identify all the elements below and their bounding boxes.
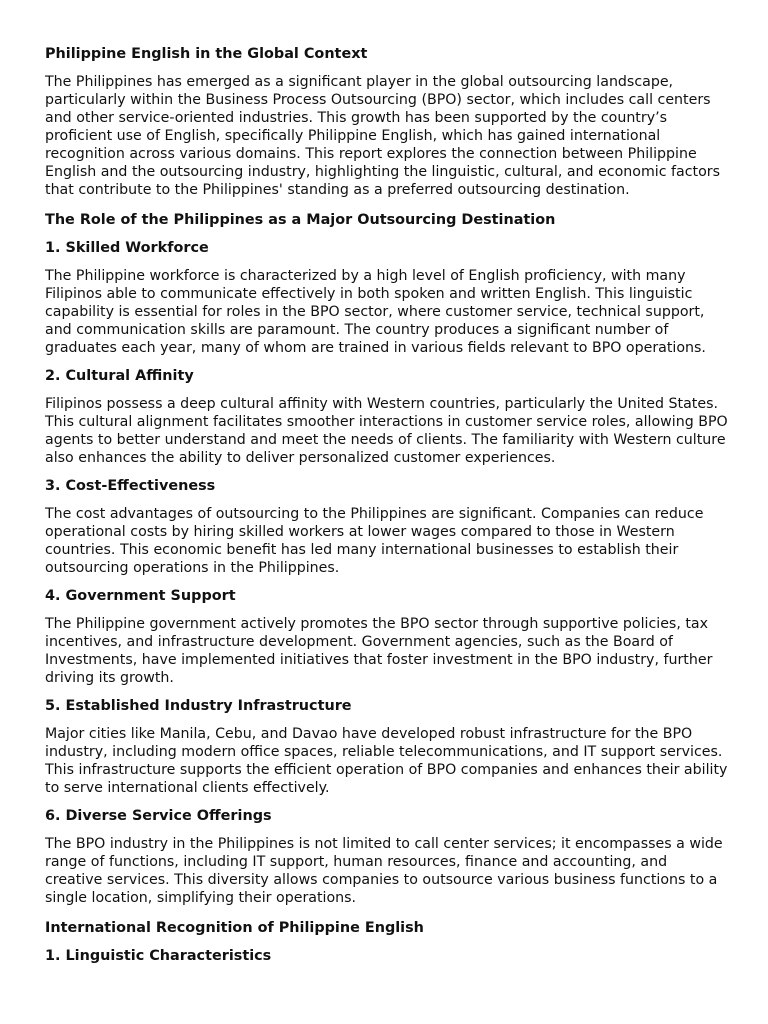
subheading-government-support: 4. Government Support [45,588,236,604]
subheading-diverse-services: 6. Diverse Service Offerings [45,808,272,824]
subheading-cultural-affinity: 2. Cultural Affinity [45,368,194,384]
paragraph-cultural-affinity: Filipinos possess a deep cultural affinity with Western countries, particularly the United States. This cultural alignment facilitates smoother interactions in customer service roles, allowing BPO agents to better understand and meet the needs of clients. The familiarity with Western culture also enhances the ability to deliver personalized customer experiences. [45,396,728,466]
subheading-cost-effectiveness: 3. Cost-Effectiveness [45,478,216,494]
section-heading-outsourcing-destination: The Role of the Philippines as a Major Outsourcing Destination [45,212,556,228]
paragraph-diverse-services: The BPO industry in the Philippines is not limited to call center services; it encompasses a wide range of functions, including IT support, human resources, finance and accounting, and creative services. This diversity allows companies to outsource various business functions to a single location, simplifying their operations. [45,836,723,906]
intro-paragraph: The Philippines has emerged as a significant player in the global outsourcing landscape, particularly within the Business Process Outsourcing (BPO) sector, which includes call centers and other service-oriented industries. This growth has been supported by the country’s proficient use of English, specifically Philippine English, which has gained international recognition across various domains. This report explores the connection between Philippine English and the outsourcing industry, highlighting the linguistic, cultural, and economic factors that contribute to the Philippines' standing as a preferred outsourcing destination. [45,74,720,198]
paragraph-industry-infrastructure: Major cities like Manila, Cebu, and Davao have developed robust infrastructure for the BPO industry, including modern office spaces, reliable telecommunications, and IT support services. This infrastructure supports the efficient operation of BPO companies and enhances their ability to serve international clients effectively. [45,726,728,796]
subheading-linguistic-characteristics: 1. Linguistic Characteristics [45,948,272,964]
subheading-skilled-workforce: 1. Skilled Workforce [45,240,209,256]
subheading-industry-infrastructure: 5. Established Industry Infrastructure [45,698,352,714]
paragraph-skilled-workforce: The Philippine workforce is characterized by a high level of English proficiency, with many Filipinos able to communicate effectively in both spoken and written English. This linguistic capability is essential for roles in the BPO sector, where customer service, technical support, and communication skills are paramount. The country produces a significant number of graduates each year, many of whom are trained in various fields relevant to BPO operations. [45,268,706,356]
paragraph-cost-effectiveness: The cost advantages of outsourcing to the Philippines are significant. Companies can reduce operational costs by hiring skilled workers at lower wages compared to those in Western countries. This economic benefit has led many international businesses to establish their outsourcing operations in the Philippines. [45,506,704,576]
section-heading-international-recognition: International Recognition of Philippine English [45,920,424,936]
document-title: Philippine English in the Global Context [45,46,368,62]
paragraph-government-support: The Philippine government actively promotes the BPO sector through supportive policies, tax incentives, and infrastructure development. Government agencies, such as the Board of Investments, have implemented initiatives that foster investment in the BPO industry, further driving its growth. [45,616,713,686]
